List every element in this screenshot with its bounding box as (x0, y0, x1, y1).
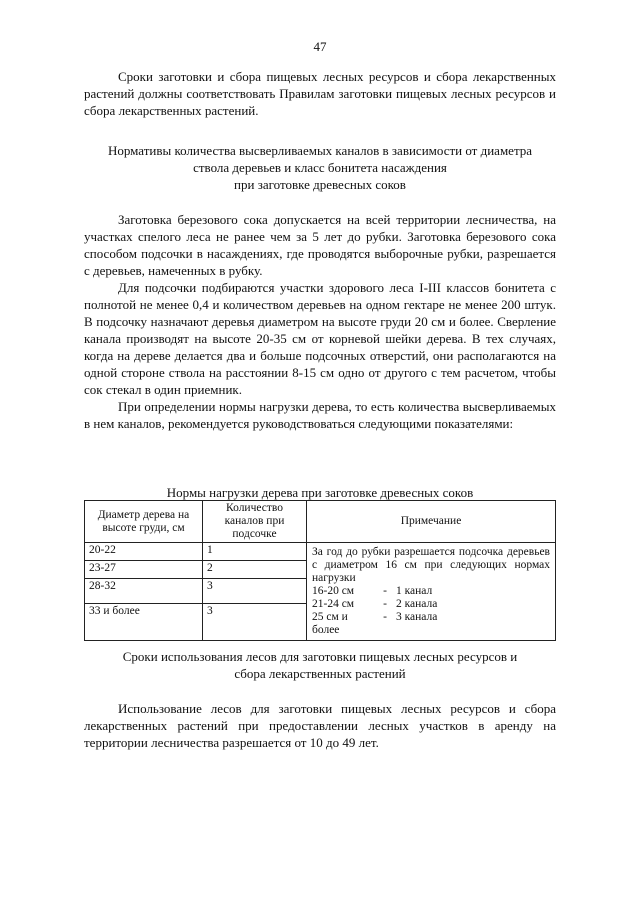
cell-channels: 3 (203, 579, 307, 604)
cell-diameter: 23-27 (85, 561, 203, 579)
note-dash: - (383, 585, 387, 597)
note-text: За год до рубки разрешается подсочка деревьев с диаметром 16 см при следующих нормах нагрузки (312, 546, 550, 584)
note-load-item (312, 611, 550, 637)
cell-diameter: 20-22 (85, 543, 203, 561)
header-diameter: Диаметр дерева на высоте груди, см (85, 501, 203, 543)
cell-note (307, 543, 556, 641)
table-title: Нормы нагрузки дерева при заготовке древесных соков (166, 485, 474, 500)
intro-paragraph: Сроки заготовки и сбора пищевых лесных ресурсов и сбора лекарственных растений должны соответствовать Правилам заготовки пищевых лесных ресурсов и сбора лекарственных растений. (84, 69, 556, 118)
intro-block (84, 68, 556, 119)
section1-heading-line: при заготовке древесных соков (234, 177, 406, 192)
section2-heading-line: сбора лекарственных растений (234, 666, 406, 681)
section1-heading-line: Нормативы количества высверливаемых каналов в зависимости от диаметра (107, 143, 533, 158)
header-note: Примечание (307, 501, 556, 543)
note-dash: - (383, 598, 387, 610)
tree-load-norms-table (84, 500, 556, 641)
note-dash: - (383, 611, 387, 623)
table-header-row (85, 501, 556, 543)
note-range: 16-20 см (312, 585, 355, 597)
note-value: 2 канала (396, 598, 438, 610)
note-value: 1 канал (396, 585, 433, 597)
section2-body (84, 700, 556, 751)
note-range: 21-24 см (312, 598, 355, 610)
cell-channels: 2 (203, 561, 307, 579)
section1-body (84, 211, 556, 432)
cell-diameter: 33 и более (85, 604, 203, 641)
paragraph-birch-sap: Заготовка березового сока допускается на всей территории лесничества, на участках спелого леса не ранее чем за 5 лет до рубки. Заготовка березового сока способом подсочки в насаждениях, где проводятся выборочные рубки, разрешается с деревьев, намеченных в рубку. (84, 212, 556, 278)
cell-diameter: 28-32 (85, 579, 203, 604)
table-row (85, 543, 556, 561)
note-load-item (312, 598, 550, 611)
paragraph-tapping-selection: Для подсочки подбираются участки здорового леса I-III классов бонитета с полнотой не менее 0,4 и количеством деревьев на одном гектаре не менее 200 штук. В подсочку назначают деревья диаметром на высоте груди 20 см и более. Сверление канала производят на высоте 20-35 см от корневой шейки дерева. В тех случаях, когда на дереве делается два и больше подсочных отверстий, они располагаются на одной стороне ствола на расстоянии 8-15 см одно от другого с тем расчетом, чтобы сок стекал в один приемник. (84, 280, 556, 397)
page-number: 47 (313, 39, 327, 54)
note-range: 25 см и более (312, 611, 348, 636)
section2-heading (84, 648, 556, 682)
cell-channels: 1 (203, 543, 307, 561)
section1-heading (84, 142, 556, 193)
note-load-item (312, 585, 550, 598)
cell-channels: 3 (203, 604, 307, 641)
paragraph-lease-term: Использование лесов для заготовки пищевых лесных ресурсов и сбора лекарственных растений при предоставлении лесных участков в аренду на территории лесничества разрешается от 10 до 49 лет. (84, 701, 556, 750)
note-value: 3 канала (396, 611, 438, 623)
section2-heading-line: Сроки использования лесов для заготовки пищевых лесных ресурсов и (122, 649, 518, 664)
header-channels: Количество каналов при подсочке (203, 501, 307, 543)
section1-heading-line: ствола деревьев и класс бонитета насаждения (193, 160, 447, 175)
paragraph-load-norm: При определении нормы нагрузки дерева, то есть количества высверливаемых в нем каналов, рекомендуется руководствоваться следующими показателями: (84, 399, 556, 431)
